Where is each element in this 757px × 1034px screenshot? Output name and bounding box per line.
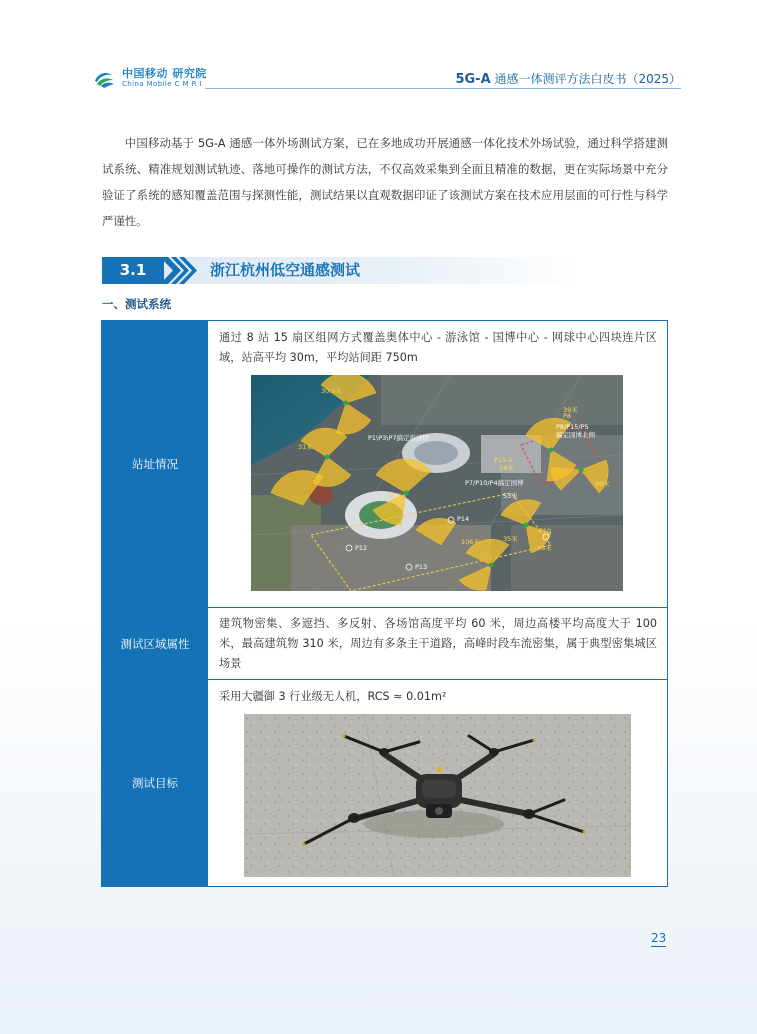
subheading-test-system: 一、测试系统: [102, 297, 171, 311]
map-label-p8b: P8: [563, 412, 572, 420]
document-title-highlight: 5G-A: [455, 72, 491, 87]
row-label-area: 测试区域属性: [102, 608, 208, 679]
distance-label-10: 56米: [387, 492, 402, 500]
distance-label-5: 54米: [499, 464, 514, 472]
distance-label-3: 39米: [563, 406, 578, 414]
row-content-target: [208, 680, 667, 886]
map-label-p15: P15-5: [494, 456, 513, 464]
section-title: 浙江杭州低空通感测试: [210, 261, 361, 279]
distance-label-6: 53米: [503, 492, 518, 500]
map-label-p14: P14: [457, 515, 470, 523]
site-coverage-map: [251, 375, 623, 591]
stripes-decoration-icon: [160, 257, 200, 284]
table-row-target: [102, 680, 667, 886]
row-label-target: 测试目标: [102, 680, 208, 886]
header-divider: [205, 88, 681, 89]
map-label-p7: P7/P10/P4搞定国博: [465, 479, 524, 487]
china-mobile-logo-icon: [92, 66, 116, 90]
section-heading: [102, 257, 582, 284]
document-title-rest: 通感一体测评方法白皮书（2025）: [490, 72, 681, 86]
target-description: 采用大疆御 3 行业级无人机，RCS ≈ 0.01m²: [219, 690, 447, 703]
distance-label-9: 38米: [537, 544, 552, 552]
map-label-p10: P10: [539, 527, 552, 535]
drone-image: [244, 714, 631, 877]
intro-paragraph: 中国移动基于 5G-A 通感一体外场测试方案，已在多地成功开展通感一体化技术外场试验，通过科学搭建测试系统、精准规划测试轨迹、落地可操作的测试方法，不仅高效采集到全面且精准的数据，更在实际场景中充分验证了系统的感知覆盖范围与探测性能，测试结果以直观数据印证了该测试方案在技术应用层面的可行性与科学严谨性。: [102, 136, 668, 228]
drone-photo: [244, 714, 631, 877]
area-description: 建筑物密集、多遮挡、多反射、各场馆高度平均 60 米，周边高楼平均高度大于 100 米，最高建筑物 310 米，周边有多条主干道路，高峰时段车流密集，属于典型密集城区场景: [219, 617, 657, 670]
map-label-p1: P1\P3\P7搞定游泳馆: [368, 434, 430, 442]
distance-label-7: 106米: [461, 538, 480, 546]
map-label-p8: P8/P15/P5 搞定国博北侧: [556, 423, 595, 439]
distance-label-1: 30.5米: [321, 387, 342, 395]
distance-label-4: 90米: [595, 480, 610, 488]
site-description: 通过 8 站 15 扇区组网方式覆盖奥体中心 - 游泳馆 - 国博中心 - 网球中心四块连片区域，站高平均 30m，平均站间距 750m: [219, 331, 657, 364]
section-number: 3.1: [102, 257, 164, 284]
logo-english-text: China Mobile C M R I: [122, 80, 202, 88]
map-label-p12: P12: [355, 544, 368, 552]
table-row-site: [102, 321, 667, 608]
table-row-area: [102, 608, 667, 680]
page-number: 23: [651, 931, 667, 945]
distance-label-2: 31米: [298, 443, 313, 451]
logo-chinese-text: 中国移动 研究院: [122, 67, 207, 80]
test-system-table: [101, 320, 668, 887]
row-content-site: [208, 321, 667, 607]
document-title: [455, 70, 681, 87]
page-header: [0, 0, 757, 100]
row-content-area: [208, 608, 667, 679]
distance-label-8: 35米: [503, 535, 518, 543]
cmri-logo: [92, 66, 207, 90]
row-label-site: 站址情况: [102, 321, 208, 607]
map-label-p13: P13: [415, 563, 428, 571]
